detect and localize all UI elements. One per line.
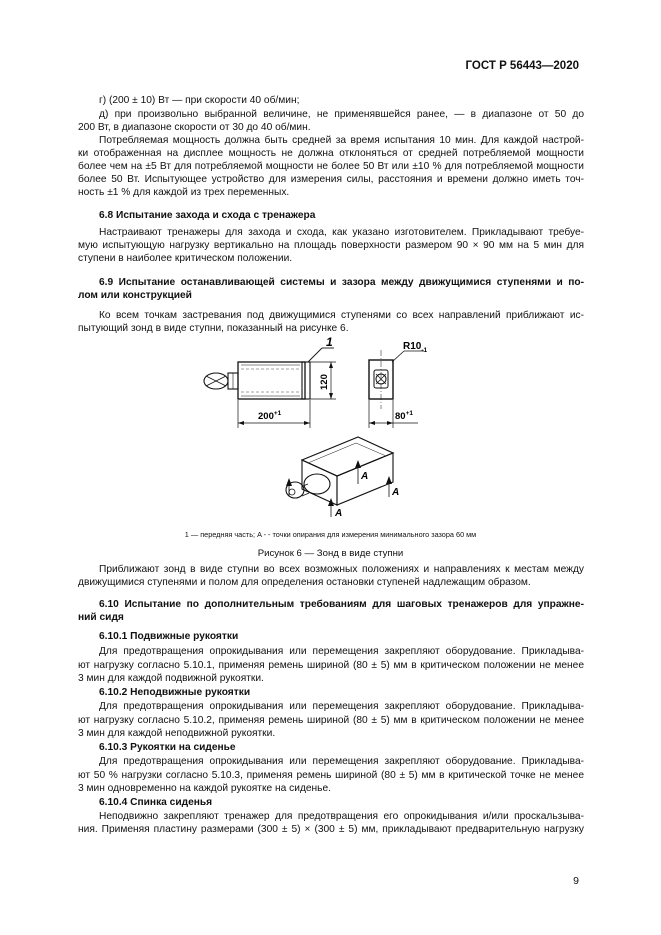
iso-top-face — [302, 437, 393, 476]
section-heading-line: 6.8 Испытание захода и схода с тренажера — [99, 210, 316, 221]
probe-body — [238, 362, 305, 399]
paragraph-line: Для предотвращения опрокидывания или перемещения закрепляют оборудование. Прикладыва- — [99, 756, 584, 767]
figure-caption: Рисунок 6 — Зонд в виде ступни — [257, 548, 404, 559]
section-heading-line: 6.10.2 Неподвижные рукоятки — [99, 687, 251, 698]
figure-legend: 1 — передняя часть; A - - точки опирания для измерения минимального зазора 60 мм — [184, 530, 477, 539]
section-heading-line: 6.10.4 Спинка сиденья — [99, 797, 213, 808]
standard-number: ГОСТ Р 56443—2020 — [465, 60, 579, 72]
probe-front-part — [302, 362, 310, 399]
paragraph-line: 3 мин одновременно на каждой рукоятке на сиденье. — [78, 783, 331, 794]
paragraph-line: ют 50 % нагрузки согласно 5.10.3, применяя ремень шириной (80 ± 5) мм в критической точке не менее — [78, 770, 584, 781]
point-a-label-3: A — [335, 508, 343, 519]
paragraph-line: д) при произвольно выбранной величине, не применявшейся ранее, — в диапазоне от 50 до — [99, 109, 584, 120]
paragraph-line: Настраивают тренажеры для захода и схода, как указано изготовителем. Прикладывают требуе- — [99, 227, 584, 238]
paragraph-line: Приближают зонд в виде ступни во всех возможных положениях и направлениях к местам между — [99, 564, 584, 575]
radius-label: $R10_{-1}$ — [403, 341, 428, 354]
paragraph-line: Для предотвращения опрокидывания или перемещения закрепляют оборудование. Прикладыва- — [99, 646, 584, 657]
paragraph-line: ют нагрузку согласно 5.10.1, применяя ремень шириной (80 ± 5) мм в критическом положении не менее — [78, 660, 584, 671]
point-a-label-1: A — [361, 471, 369, 482]
section-heading-line: лом или конструкцией — [78, 290, 192, 301]
paragraph-line: ступени в наиболее критическом положении. — [78, 253, 293, 264]
page-number: 9 — [573, 875, 579, 887]
section-heading-line: 6.9 Испытание останавливающей системы и зазора между движущимися ступенями и по- — [99, 277, 584, 288]
section-heading-line: ний сидя — [78, 612, 124, 623]
section-heading-line: 6.10.3 Рукоятки на сиденье — [99, 742, 236, 753]
paragraph-line: г) (200 ± 10) Вт — при скорости 40 об/мин; — [99, 95, 300, 106]
isometric-view — [286, 437, 393, 517]
paragraph-line: ки отображенная на дисплее мощность не должна отклоняться от средней потребляемой мощности — [78, 148, 584, 159]
paragraph-line: ность ±1 % для каждой из трех переменных. — [78, 187, 290, 198]
paragraph-line: Для предотвращения опрокидывания или перемещения закрепляют оборудование. Прикладыва- — [99, 701, 584, 712]
paragraph-line: 200 Вт, в диапазоне скорости от 30 до 40 об/мин. — [78, 122, 311, 133]
iso-front-face — [302, 460, 337, 505]
paragraph-line: 3 мин для каждой неподвижной рукоятки. — [78, 728, 276, 739]
length-dimension: $200^{+1}$ — [258, 410, 282, 422]
paragraph-line: пытующий зонд в виде ступни, показанный на рисунке 6. — [78, 323, 349, 334]
paragraph-line: ния. Применяя пластину размерами (300 ± 5) × (300 ± 5) мм, прикладывают предварительную нагрузку — [78, 824, 584, 835]
width-dimension: $80^{+1}$ — [395, 410, 413, 422]
paragraph-line: 3 мин для каждой подвижной рукоятки. — [78, 673, 264, 684]
paragraph-line: движущимися ступенями и полом для определения остановки ступеней надлежащим образом. — [78, 577, 531, 588]
point-a-label-2: A — [392, 487, 400, 498]
paragraph-line: Ко всем точкам застревания под движущимися ступенями со всех направлений приближают ис- — [99, 310, 584, 321]
section-heading-line: 6.10 Испытание по дополнительным требованиям для шаговых тренажеров для упражне- — [99, 599, 584, 610]
paragraph-line: более чем на ±5 Вт для потребляемой мощности не более 50 Вт или ±10 % для потребляемой мощности — [78, 161, 584, 172]
section-heading-line: 6.10.1 Подвижные рукоятки — [99, 631, 239, 642]
paragraph-line: ют нагрузку согласно 5.10.2, применяя ремень шириной (80 ± 5) мм в критическом положении не менее — [78, 715, 584, 726]
paragraph-line: Потребляемая мощность должна быть средней за время испытания 10 мин. Для каждой настрой- — [99, 135, 584, 146]
height-dimension: 120 — [319, 374, 330, 390]
paragraph-line: мую испытующую нагрузку вертикально на площадь поверхности размером 90 × 90 мм на 5 мин для — [78, 240, 584, 251]
paragraph-line: Неподвижно закрепляют тренажер для предотвращения его опрокидывания и/или проскальзыва- — [99, 811, 584, 822]
front-part-label: 1 — [326, 335, 333, 349]
paragraph-line: более 50 Вт. Испытующее устройство для измерения силы, расстояния и времени должно иметь точ- — [78, 174, 584, 185]
